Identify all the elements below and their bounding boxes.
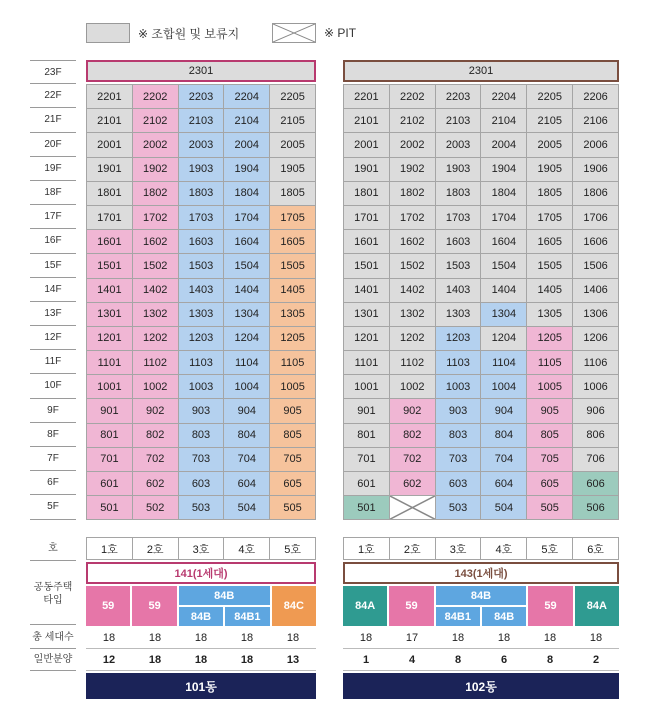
- floor-label: 19F: [30, 157, 76, 181]
- floor-label: 16F: [30, 229, 76, 253]
- unit-cell: 604: [481, 472, 527, 496]
- unit-cell: 604: [224, 472, 270, 496]
- floor-label: 8F: [30, 423, 76, 447]
- unit-cell: 1101: [87, 351, 133, 375]
- unit-cell: 1402: [390, 279, 436, 303]
- total-cell: 18: [481, 627, 527, 649]
- unit-cell: 1604: [481, 230, 527, 254]
- unit-cell: 1505: [527, 254, 573, 278]
- unit-cell: 1803: [436, 182, 482, 206]
- unit-cell: 701: [87, 448, 133, 472]
- ho-cell: 1호: [344, 538, 390, 560]
- unit-cell: 1705: [527, 206, 573, 230]
- unit-cell: 2202: [390, 85, 436, 109]
- unit-cell: 1904: [224, 158, 270, 182]
- legend-gray-label: ※ 조합원 및 보류지: [138, 26, 240, 41]
- ho-cell: 4호: [224, 538, 270, 560]
- unit-cell: 1602: [133, 230, 179, 254]
- unit-cell: 1503: [179, 254, 225, 278]
- ho-cell: 2호: [133, 538, 179, 560]
- unit-cell: 2106: [573, 109, 619, 133]
- unit-cell: 1806: [573, 182, 619, 206]
- b101-general-row: [86, 649, 316, 671]
- unit-cell: 503: [436, 496, 482, 520]
- general-cell: 1: [343, 649, 389, 671]
- unit-cell: 1104: [224, 351, 270, 375]
- b102-types: [343, 586, 619, 626]
- unit-cell: 601: [87, 472, 133, 496]
- unit-cell: 1903: [436, 158, 482, 182]
- unit-cell: 905: [270, 399, 316, 423]
- unit-cell: 801: [87, 424, 133, 448]
- unit-cell: 2101: [87, 109, 133, 133]
- unit-cell: 2104: [481, 109, 527, 133]
- unit-cell: 901: [87, 399, 133, 423]
- unit-cell: 505: [270, 496, 316, 520]
- unit-cell: 2004: [481, 133, 527, 157]
- pit-swatch-icon: [272, 23, 316, 43]
- total-cell: 18: [132, 627, 178, 649]
- unit-cell: 2002: [133, 133, 179, 157]
- total-cell: 18: [435, 627, 481, 649]
- unit-cell: 1606: [573, 230, 619, 254]
- unit-cell: 1905: [527, 158, 573, 182]
- b101-type-3: 84B: [179, 607, 223, 626]
- unit-cell: 2205: [270, 85, 316, 109]
- general-cell: 2: [573, 649, 619, 671]
- unit-cell: 1003: [436, 375, 482, 399]
- b102-ho-row: [343, 537, 619, 560]
- legend-pit: [272, 22, 356, 44]
- unit-cell: 1201: [87, 327, 133, 351]
- unit-cell: 1404: [224, 279, 270, 303]
- unit-cell: 902: [133, 399, 179, 423]
- floor-label: 14F: [30, 278, 76, 302]
- b102-general-row: [343, 649, 619, 671]
- unit-cell: 702: [390, 448, 436, 472]
- unit-cell: 804: [481, 424, 527, 448]
- floor-label: 6F: [30, 471, 76, 495]
- unit-cell: 2105: [270, 109, 316, 133]
- unit-cell: 1902: [133, 158, 179, 182]
- unit-cell: 1901: [87, 158, 133, 182]
- unit-cell: 1404: [481, 279, 527, 303]
- unit-cell: 1705: [270, 206, 316, 230]
- floor-label: 10F: [30, 374, 76, 398]
- unit-cell: 806: [573, 424, 619, 448]
- unit-cell: 1406: [573, 279, 619, 303]
- unit-cell: 602: [390, 472, 436, 496]
- unit-cell: 2203: [179, 85, 225, 109]
- floor-label: 12F: [30, 326, 76, 350]
- unit-cell: 1802: [390, 182, 436, 206]
- unit-cell: 2003: [436, 133, 482, 157]
- unit-cell: 2003: [179, 133, 225, 157]
- unit-cell: 1004: [481, 375, 527, 399]
- unit-cell: 603: [436, 472, 482, 496]
- total-cell: 18: [270, 627, 316, 649]
- unit-cell: 1603: [179, 230, 225, 254]
- unit-cell: 601: [344, 472, 390, 496]
- unit-cell: 1903: [179, 158, 225, 182]
- unit-cell: 606: [573, 472, 619, 496]
- unit-cell: 1802: [133, 182, 179, 206]
- unit-cell: 1401: [87, 279, 133, 303]
- side-label-type: 공동주택 타입: [30, 563, 76, 625]
- unit-cell: 1601: [87, 230, 133, 254]
- unit-cell: 1201: [344, 327, 390, 351]
- unit-cell: 1803: [179, 182, 225, 206]
- floor-label: 5F: [30, 495, 76, 519]
- building-101: [86, 60, 316, 520]
- floor-label: 17F: [30, 205, 76, 229]
- unit-cell: 1902: [390, 158, 436, 182]
- unit-cell: 1306: [573, 303, 619, 327]
- unit-cell: 2104: [224, 109, 270, 133]
- unit-cell: 1001: [87, 375, 133, 399]
- unit-cell: 1202: [133, 327, 179, 351]
- unit-cell: 705: [270, 448, 316, 472]
- ho-cell: 6호: [573, 538, 619, 560]
- ho-cell: 3호: [179, 538, 225, 560]
- unit-cell: 1906: [573, 158, 619, 182]
- unit-cell: 804: [224, 424, 270, 448]
- unit-cell: 605: [527, 472, 573, 496]
- legend-member: [86, 22, 239, 44]
- unit-cell: 703: [436, 448, 482, 472]
- unit-cell: 1005: [270, 375, 316, 399]
- unit-cell: 1702: [133, 206, 179, 230]
- unit-cell: 2204: [481, 85, 527, 109]
- total-cell: 18: [86, 627, 132, 649]
- floor-labels: [30, 60, 76, 520]
- unit-cell: 2102: [390, 109, 436, 133]
- unit-cell: 1704: [481, 206, 527, 230]
- unit-cell: 706: [573, 448, 619, 472]
- unit-cell: 501: [344, 496, 390, 520]
- unit-cell: 1206: [573, 327, 619, 351]
- general-cell: 18: [178, 649, 224, 671]
- unit-cell: 2101: [344, 109, 390, 133]
- ho-cell: 3호: [436, 538, 482, 560]
- ho-cell: 5호: [270, 538, 316, 560]
- unit-cell: 504: [224, 496, 270, 520]
- unit-cell: 2105: [527, 109, 573, 133]
- b101-ho-row: [86, 537, 316, 560]
- unit-cell: 1101: [344, 351, 390, 375]
- unit-cell: 1804: [224, 182, 270, 206]
- b101-type-total: 141(1세대): [86, 562, 316, 584]
- b102-dong-label: 102동: [343, 673, 619, 699]
- unit-cell: 2206: [573, 85, 619, 109]
- unit-cell: 803: [179, 424, 225, 448]
- unit-cell: 1401: [344, 279, 390, 303]
- unit-cell: 1701: [87, 206, 133, 230]
- unit-cell: 1605: [270, 230, 316, 254]
- b102-type-1: 84A: [343, 586, 387, 626]
- b101-total-row: [86, 627, 316, 649]
- unit-cell: 1102: [133, 351, 179, 375]
- unit-cell: 1105: [527, 351, 573, 375]
- b102-type-2: 59: [389, 586, 433, 626]
- unit-cell: 1203: [436, 327, 482, 351]
- unit-cell: 2103: [436, 109, 482, 133]
- b101-type-5: 84C: [272, 586, 316, 626]
- unit-cell: 1501: [344, 254, 390, 278]
- unit-cell: 1003: [179, 375, 225, 399]
- unit-cell: 506: [573, 496, 619, 520]
- unit-cell: 1805: [527, 182, 573, 206]
- floor-label: 22F: [30, 84, 76, 108]
- unit-cell: 1203: [179, 327, 225, 351]
- unit-cell: 605: [270, 472, 316, 496]
- unit-cell: 2204: [224, 85, 270, 109]
- unit-cell: 1503: [436, 254, 482, 278]
- unit-cell: 2004: [224, 133, 270, 157]
- unit-cell: 1804: [481, 182, 527, 206]
- unit-cell: 2001: [87, 133, 133, 157]
- side-label-total: 총 세대수: [30, 627, 76, 649]
- b101-types: [86, 586, 316, 626]
- unit-cell: 1205: [270, 327, 316, 351]
- unit-cell: 1103: [436, 351, 482, 375]
- unit-cell: 1001: [344, 375, 390, 399]
- unit-cell: 1202: [390, 327, 436, 351]
- legend-gray-swatch: [86, 23, 130, 43]
- unit-cell: 1801: [87, 182, 133, 206]
- unit-cell: 1402: [133, 279, 179, 303]
- unit-cell: 1801: [344, 182, 390, 206]
- unit-cell: 1102: [390, 351, 436, 375]
- unit-cell: 1204: [481, 327, 527, 351]
- b102-top-unit: 2301: [343, 60, 619, 82]
- general-cell: 8: [435, 649, 481, 671]
- unit-cell: 1501: [87, 254, 133, 278]
- unit-cell: 1602: [390, 230, 436, 254]
- unit-cell: 501: [87, 496, 133, 520]
- b102-type-3: 84B1: [436, 607, 480, 626]
- unit-cell: 1305: [527, 303, 573, 327]
- unit-cell: 503: [179, 496, 225, 520]
- b101-top-unit: 2301: [86, 60, 316, 82]
- unit-cell: 1502: [390, 254, 436, 278]
- unit-cell: 602: [133, 472, 179, 496]
- total-cell: 18: [573, 627, 619, 649]
- unit-cell: 805: [270, 424, 316, 448]
- b102-unit-grid: [343, 84, 619, 520]
- unit-cell: 1301: [344, 303, 390, 327]
- unit-cell: 1605: [527, 230, 573, 254]
- unit-cell: 1303: [436, 303, 482, 327]
- unit-cell: 904: [481, 399, 527, 423]
- unit-cell: 1504: [224, 254, 270, 278]
- unit-cell: 2005: [270, 133, 316, 157]
- unit-cell: 2103: [179, 109, 225, 133]
- unit-cell: 2002: [390, 133, 436, 157]
- b102-type-34: 84B: [436, 586, 527, 605]
- unit-cell: 805: [527, 424, 573, 448]
- unit-cell: 1704: [224, 206, 270, 230]
- unit-cell: 2102: [133, 109, 179, 133]
- unit-cell: 701: [344, 448, 390, 472]
- unit-cell: 904: [224, 399, 270, 423]
- unit-cell: 705: [527, 448, 573, 472]
- unit-cell: 702: [133, 448, 179, 472]
- unit-cell: 1204: [224, 327, 270, 351]
- unit-cell: 1701: [344, 206, 390, 230]
- unit-cell: 1702: [390, 206, 436, 230]
- floor-label: 7F: [30, 447, 76, 471]
- unit-cell: 1603: [436, 230, 482, 254]
- unit-cell: 2203: [436, 85, 482, 109]
- floor-label: 15F: [30, 254, 76, 278]
- unit-cell: 903: [436, 399, 482, 423]
- unit-cell: 1505: [270, 254, 316, 278]
- unit-cell: 803: [436, 424, 482, 448]
- unit-cell: 1703: [436, 206, 482, 230]
- unit-cell: 1502: [133, 254, 179, 278]
- b102-type-4: 84B: [482, 607, 526, 626]
- unit-cell: 1004: [224, 375, 270, 399]
- total-cell: 18: [224, 627, 270, 649]
- unit-cell: 1005: [527, 375, 573, 399]
- unit-cell: 2001: [344, 133, 390, 157]
- b102-type-5: 59: [528, 586, 572, 626]
- unit-cell: 704: [481, 448, 527, 472]
- unit-cell: 1006: [573, 375, 619, 399]
- unit-cell: 1403: [436, 279, 482, 303]
- unit-cell: 1103: [179, 351, 225, 375]
- side-label-ho: 호: [30, 537, 76, 561]
- unit-cell: 1805: [270, 182, 316, 206]
- b101-type-34: 84B: [179, 586, 270, 605]
- total-cell: 17: [389, 627, 435, 649]
- unit-cell: 1304: [481, 303, 527, 327]
- general-cell: 12: [86, 649, 132, 671]
- unit-cell: 1904: [481, 158, 527, 182]
- unit-cell: 802: [133, 424, 179, 448]
- unit-cell: 802: [390, 424, 436, 448]
- unit-cell: 905: [527, 399, 573, 423]
- floor-label: 23F: [30, 60, 76, 84]
- unit-cell: 1703: [179, 206, 225, 230]
- unit-cell: 902: [390, 399, 436, 423]
- unit-cell: 1002: [390, 375, 436, 399]
- unit-cell: 1305: [270, 303, 316, 327]
- unit-cell: 2006: [573, 133, 619, 157]
- unit-cell: 1303: [179, 303, 225, 327]
- floor-label: 11F: [30, 350, 76, 374]
- unit-cell: 1104: [481, 351, 527, 375]
- side-label-general: 일반분양: [30, 649, 76, 671]
- unit-cell: 1403: [179, 279, 225, 303]
- b101-dong-label: 101동: [86, 673, 316, 699]
- pit-icon: [390, 496, 436, 520]
- total-cell: 18: [178, 627, 224, 649]
- unit-cell: 505: [527, 496, 573, 520]
- unit-cell: 1405: [527, 279, 573, 303]
- unit-cell: 903: [179, 399, 225, 423]
- floor-label: 9F: [30, 399, 76, 423]
- unit-cell: 1504: [481, 254, 527, 278]
- floor-label: 13F: [30, 302, 76, 326]
- unit-cell: 2005: [527, 133, 573, 157]
- total-cell: 18: [527, 627, 573, 649]
- unit-cell: 1205: [527, 327, 573, 351]
- ho-cell: 1호: [87, 538, 133, 560]
- unit-cell: 704: [224, 448, 270, 472]
- unit-cell: 1506: [573, 254, 619, 278]
- floor-label: 18F: [30, 181, 76, 205]
- unit-cell: 2201: [344, 85, 390, 109]
- b101-type-4: 84B1: [225, 607, 269, 626]
- floor-label: 20F: [30, 133, 76, 157]
- b101-type-1: 59: [86, 586, 130, 626]
- ho-cell: 5호: [527, 538, 573, 560]
- unit-cell: 1106: [573, 351, 619, 375]
- unit-cell: 2201: [87, 85, 133, 109]
- unit-cell: 1706: [573, 206, 619, 230]
- unit-cell: 504: [481, 496, 527, 520]
- ho-cell: 2호: [390, 538, 436, 560]
- unit-cell: 1301: [87, 303, 133, 327]
- legend-pit-label: ※ PIT: [324, 26, 357, 40]
- unit-cell: 1405: [270, 279, 316, 303]
- unit-cell: 502: [133, 496, 179, 520]
- b102-type-total: 143(1세대): [343, 562, 619, 584]
- unit-cell: 1604: [224, 230, 270, 254]
- unit-cell: 1302: [390, 303, 436, 327]
- unit-cell: 603: [179, 472, 225, 496]
- unit-cell: 703: [179, 448, 225, 472]
- unit-cell: 1901: [344, 158, 390, 182]
- general-cell: 6: [481, 649, 527, 671]
- unit-cell: 2205: [527, 85, 573, 109]
- unit-cell: 1302: [133, 303, 179, 327]
- unit-cell: 1905: [270, 158, 316, 182]
- general-cell: 13: [270, 649, 316, 671]
- general-cell: 18: [224, 649, 270, 671]
- b102-total-row: [343, 627, 619, 649]
- ho-cell: 4호: [481, 538, 527, 560]
- b101-type-2: 59: [132, 586, 176, 626]
- floor-label: 21F: [30, 108, 76, 132]
- unit-cell: 1601: [344, 230, 390, 254]
- total-cell: 18: [343, 627, 389, 649]
- b102-type-6: 84A: [575, 586, 619, 626]
- general-cell: 4: [389, 649, 435, 671]
- general-cell: 18: [132, 649, 178, 671]
- unit-cell: 1304: [224, 303, 270, 327]
- b101-unit-grid: [86, 84, 316, 520]
- unit-cell: 1105: [270, 351, 316, 375]
- building-102: [343, 60, 619, 520]
- unit-cell: 906: [573, 399, 619, 423]
- unit-cell: 801: [344, 424, 390, 448]
- unit-cell: 1002: [133, 375, 179, 399]
- unit-cell: 2202: [133, 85, 179, 109]
- general-cell: 8: [527, 649, 573, 671]
- unit-cell: 901: [344, 399, 390, 423]
